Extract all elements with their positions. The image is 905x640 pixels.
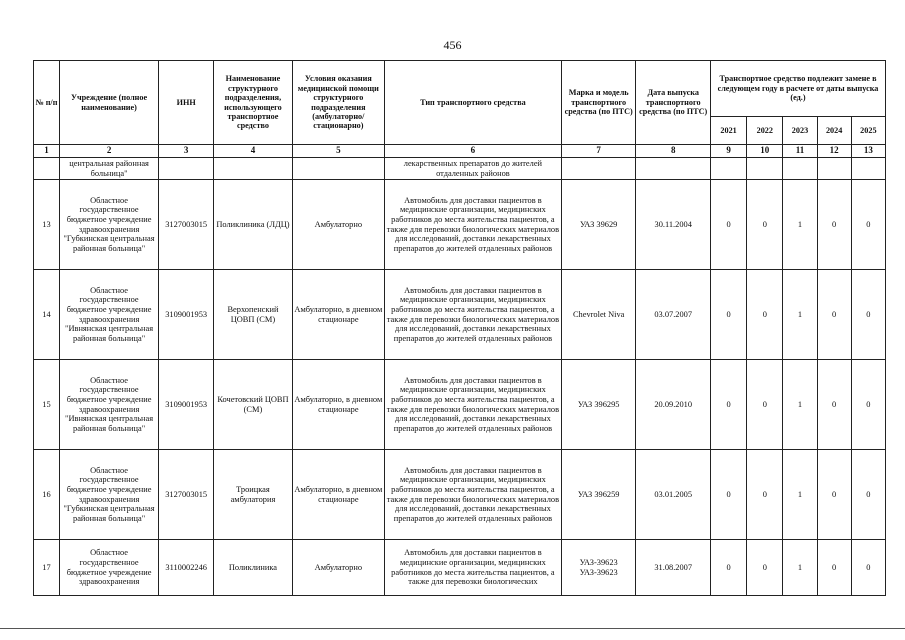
header-inn: ИНН — [159, 61, 214, 145]
row-vehicle-type: Автомобиль для доставки пациентов в медицинские организации, медицинских работников до места жительства пациентов, а также для перевозки биологических — [384, 540, 561, 596]
row-unit: Кочетовский ЦОВП (СМ) — [214, 360, 293, 450]
header-year: 2021 — [710, 117, 746, 145]
row-year-2025: 0 — [851, 180, 885, 270]
row-vehicle-type: Автомобиль для доставки пациентов в медицинские организации, медицинских работников до места жительства пациентов, а также для перевозки биологических материалов для исследований, доставки лекарственных препаратов до жителей отдаленных районов — [384, 270, 561, 360]
row-year-2021: 0 — [710, 360, 746, 450]
header-release-date: Дата выпуска транспортного средства (по ПТС) — [636, 61, 711, 145]
row-number: 14 — [34, 270, 60, 360]
header-conditions: Условия оказания медицинской помощи структурного подразделения (амбулаторно/ стационарно) — [292, 61, 384, 145]
row-year-2025: 0 — [851, 450, 885, 540]
row-number: 17 — [34, 540, 60, 596]
row-release-date: 20.09.2010 — [636, 360, 711, 450]
row-vehicle-type: Автомобиль для доставки пациентов в медицинские организации, медицинских работников до места жительства пациентов, а также для перевозки биологических материалов для исследований, доставки лекарственных препаратов до жителей отдаленных районов — [384, 450, 561, 540]
row-year-2021: 0 — [710, 450, 746, 540]
row-year-2025: 0 — [851, 540, 885, 596]
row-year-2024: 0 — [817, 180, 851, 270]
column-number: 5 — [292, 145, 384, 158]
column-number: 8 — [636, 145, 711, 158]
header-year: 2024 — [817, 117, 851, 145]
column-number: 1 — [34, 145, 60, 158]
row-year-2024: 0 — [817, 360, 851, 450]
row-vehicle-type: Автомобиль для доставки пациентов в медицинские организации, медицинских работников до места жительства пациентов, а также для перевозки биологических материалов для исследований, доставки лекарственных препаратов до жителей отдаленных районов — [384, 180, 561, 270]
row-release-date: 31.08.2007 — [636, 540, 711, 596]
column-number: 11 — [783, 145, 817, 158]
row-number: 15 — [34, 360, 60, 450]
column-number: 4 — [214, 145, 293, 158]
row-inn: 3127003015 — [159, 450, 214, 540]
row-inn: 3127003015 — [159, 180, 214, 270]
table-row — [34, 270, 886, 360]
row-conditions: Амбулаторно, в дневном стационаре — [292, 450, 384, 540]
table-row — [34, 180, 886, 270]
row-inn: 3110002246 — [159, 540, 214, 596]
column-number: 7 — [561, 145, 636, 158]
row-conditions: Амбулаторно, в дневном стационаре — [292, 360, 384, 450]
header-year: 2022 — [747, 117, 783, 145]
column-number: 9 — [710, 145, 746, 158]
row-year-2021: 0 — [710, 270, 746, 360]
row-number: 13 — [34, 180, 60, 270]
column-number: 13 — [851, 145, 885, 158]
row-unit: Верхопенский ЦОВП (СМ) — [214, 270, 293, 360]
header-brand: Марка и модель транспортного средства (по ПТС) — [561, 61, 636, 145]
row-brand: УАЗ-39623 УАЗ-39623 — [561, 540, 636, 596]
column-number: 2 — [59, 145, 158, 158]
row-year-2022: 0 — [747, 180, 783, 270]
row-year-2023: 1 — [783, 360, 817, 450]
row-release-date: 03.01.2005 — [636, 450, 711, 540]
row-inn: 3109001953 — [159, 270, 214, 360]
row-year-2024: 0 — [817, 540, 851, 596]
row-year-2022: 0 — [747, 450, 783, 540]
header-number: № п/п — [34, 61, 60, 145]
row-year-2022: 0 — [747, 540, 783, 596]
row-release-date: 03.07.2007 — [636, 270, 711, 360]
row-year-2021: 0 — [710, 180, 746, 270]
row-year-2021: 0 — [710, 540, 746, 596]
row-year-2023: 1 — [783, 450, 817, 540]
header-year: 2023 — [783, 117, 817, 145]
row-brand: УАЗ 39629 — [561, 180, 636, 270]
continuation-institution: центральная районная больница" — [59, 158, 158, 180]
row-year-2022: 0 — [747, 360, 783, 450]
row-unit: Троицкая амбулатория — [214, 450, 293, 540]
row-conditions: Амбулаторно, в дневном стационаре — [292, 270, 384, 360]
row-year-2023: 1 — [783, 540, 817, 596]
row-institution: Областное государственное бюджетное учреждение здравоохранения "Губкинская центральная районная больница" — [59, 450, 158, 540]
page-number: 456 — [443, 38, 462, 52]
row-institution: Областное государственное бюджетное учреждение здравоохранения "Ивнянская центральная районная больница" — [59, 270, 158, 360]
table-row — [34, 360, 886, 450]
column-number: 12 — [817, 145, 851, 158]
row-vehicle-type: Автомобиль для доставки пациентов в медицинские организации, медицинских работников до места жительства пациентов, а также для перевозки биологических материалов для исследований, доставки лекарственных препаратов до жителей отдаленных районов — [384, 360, 561, 450]
continuation-row — [34, 158, 886, 180]
table-row — [34, 450, 886, 540]
header-year: 2025 — [851, 117, 885, 145]
row-unit: Поликлиника (ЛДЦ) — [214, 180, 293, 270]
row-year-2025: 0 — [851, 270, 885, 360]
table-row — [34, 540, 886, 596]
row-conditions: Амбулаторно — [292, 180, 384, 270]
row-year-2022: 0 — [747, 270, 783, 360]
page-bottom-divider — [0, 628, 905, 629]
row-year-2024: 0 — [817, 450, 851, 540]
header-institution: Учреждение (полное наименование) — [59, 61, 158, 145]
row-unit: Поликлиника — [214, 540, 293, 596]
row-brand: УАЗ 396295 — [561, 360, 636, 450]
column-number: 10 — [747, 145, 783, 158]
column-number: 6 — [384, 145, 561, 158]
header-vehicle-type: Тип транспортного средства — [384, 61, 561, 145]
column-number-row — [34, 145, 886, 158]
row-year-2025: 0 — [851, 360, 885, 450]
vehicle-replacement-table — [33, 60, 886, 596]
row-institution: Областное государственное бюджетное учреждение здравоохранения "Ивнянская центральная районная больница" — [59, 360, 158, 450]
row-conditions: Амбулаторно — [292, 540, 384, 596]
header-replacement: Транспортное средство подлежит замене в следующем году в расчете от даты выпуска (ед.) — [710, 61, 885, 117]
row-release-date: 30.11.2004 — [636, 180, 711, 270]
row-year-2023: 1 — [783, 180, 817, 270]
row-year-2024: 0 — [817, 270, 851, 360]
row-institution: Областное государственное бюджетное учреждение здравоохранения — [59, 540, 158, 596]
row-brand: Chevrolet Niva — [561, 270, 636, 360]
row-year-2023: 1 — [783, 270, 817, 360]
column-number: 3 — [159, 145, 214, 158]
row-inn: 3109001953 — [159, 360, 214, 450]
row-brand: УАЗ 396259 — [561, 450, 636, 540]
continuation-vehicle-type: лекарственных препаратов до жителей отдаленных районов — [384, 158, 561, 180]
header-unit: Наименование структурного подразделения, использующего транспортное средство — [214, 61, 293, 145]
row-number: 16 — [34, 450, 60, 540]
row-institution: Областное государственное бюджетное учреждение здравоохранения "Губкинская центральная районная больница" — [59, 180, 158, 270]
